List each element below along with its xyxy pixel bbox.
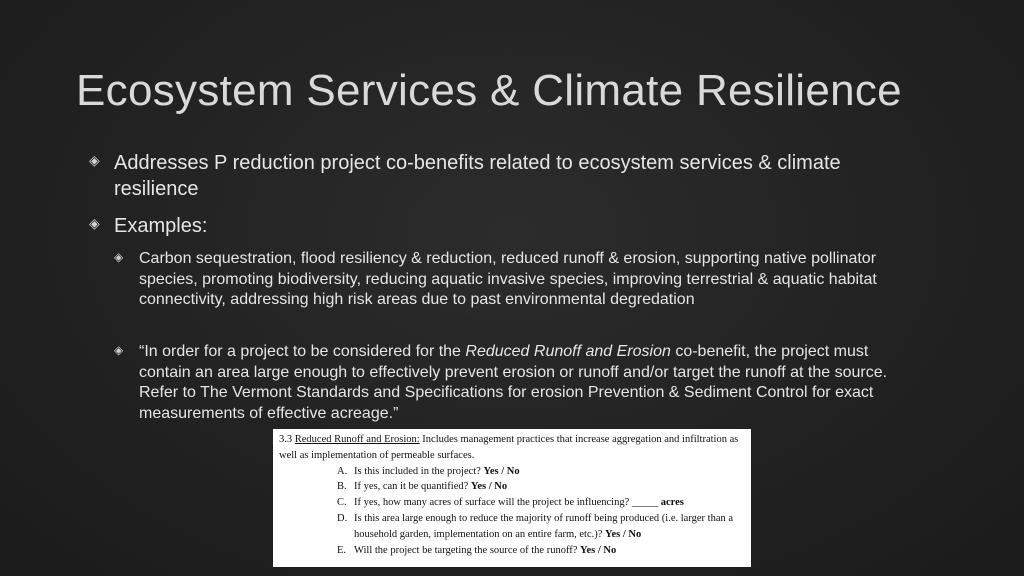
diamond-bullet-icon: ◈ xyxy=(114,343,124,357)
form-question-text: If yes, how many acres of surface will the project be influencing? xyxy=(354,497,632,509)
form-section-number: 3.3 xyxy=(279,434,295,445)
form-question-answer: Yes / No xyxy=(470,481,508,493)
quote-emphasis: Reduced Runoff and Erosion xyxy=(465,343,671,360)
bullet-item xyxy=(89,150,919,202)
form-question-letter: D. xyxy=(337,512,348,524)
diamond-bullet-icon: ◈ xyxy=(89,152,100,168)
diamond-bullet-icon: ◈ xyxy=(114,250,124,264)
form-question-text: Is this area large enough to reduce the majority of runoff being produced (i.e. larger than a household garden, implementation on an entire farm, etc.)? xyxy=(354,512,734,540)
form-question-letter: C. xyxy=(337,497,347,509)
form-question-letter: A. xyxy=(337,465,348,477)
form-question xyxy=(337,464,745,480)
form-question-answer: Yes / No xyxy=(580,544,617,556)
sub-bullet-item xyxy=(114,342,924,424)
sub-bullet-text: Carbon sequestration, flood resiliency & reduction, reduced runoff & erosion, supporting native pollinator species, promoting biodiversity, reducing aquatic invasive species, improving terrestrial & aquatic habitat connectivity, addressing high risk areas due to past environmental degredation xyxy=(139,250,877,308)
form-question xyxy=(337,479,745,495)
form-question xyxy=(337,543,745,559)
form-question-answer: Yes / No xyxy=(605,528,642,540)
form-question xyxy=(337,495,745,511)
sub-bullet-text xyxy=(139,342,924,424)
slide-title: Ecosystem Services & Climate Resilience xyxy=(76,66,902,115)
bullet-item xyxy=(89,213,919,239)
form-question-letter: B. xyxy=(337,481,347,493)
form-question-answer: acres xyxy=(660,497,684,509)
form-question-letter: E. xyxy=(337,544,347,556)
form-question-list xyxy=(337,464,745,559)
form-question-text: Is this included in the project? xyxy=(354,465,484,477)
form-question-text: Will the project be targeting the source of the runoff? xyxy=(354,544,581,556)
diamond-bullet-icon: ◈ xyxy=(89,215,100,231)
form-answer-blank: _____ xyxy=(631,497,659,509)
form-section-heading: Reduced Runoff and Erosion: xyxy=(294,434,420,445)
quote-text-end: co-benefit, the project must contain an area large enough to effectively prevent erosion or runoff and/or target the runoff at the source. Refer to The Vermont Standards and Specifications for erosion Prevention & Sediment Control for exact measurements of effective acreage.” xyxy=(139,343,888,422)
bullet-text: Addresses P reduction project co-benefits related to ecosystem services & climate resilience xyxy=(114,152,841,200)
form-question-answer: Yes / No xyxy=(483,465,520,477)
form-intro xyxy=(279,432,745,464)
form-intro-text: Includes management practices that increase aggregation and infiltration as well as implementation of permeable surfaces. xyxy=(279,434,739,461)
sub-bullet-item xyxy=(114,249,924,311)
bullet-text: Examples: xyxy=(114,215,208,237)
form-question xyxy=(337,511,745,543)
form-excerpt-image xyxy=(273,429,751,567)
form-question-text: If yes, can it be quantified? xyxy=(354,481,471,493)
quote-text-start: “In order for a project to be considered for the xyxy=(139,343,466,360)
